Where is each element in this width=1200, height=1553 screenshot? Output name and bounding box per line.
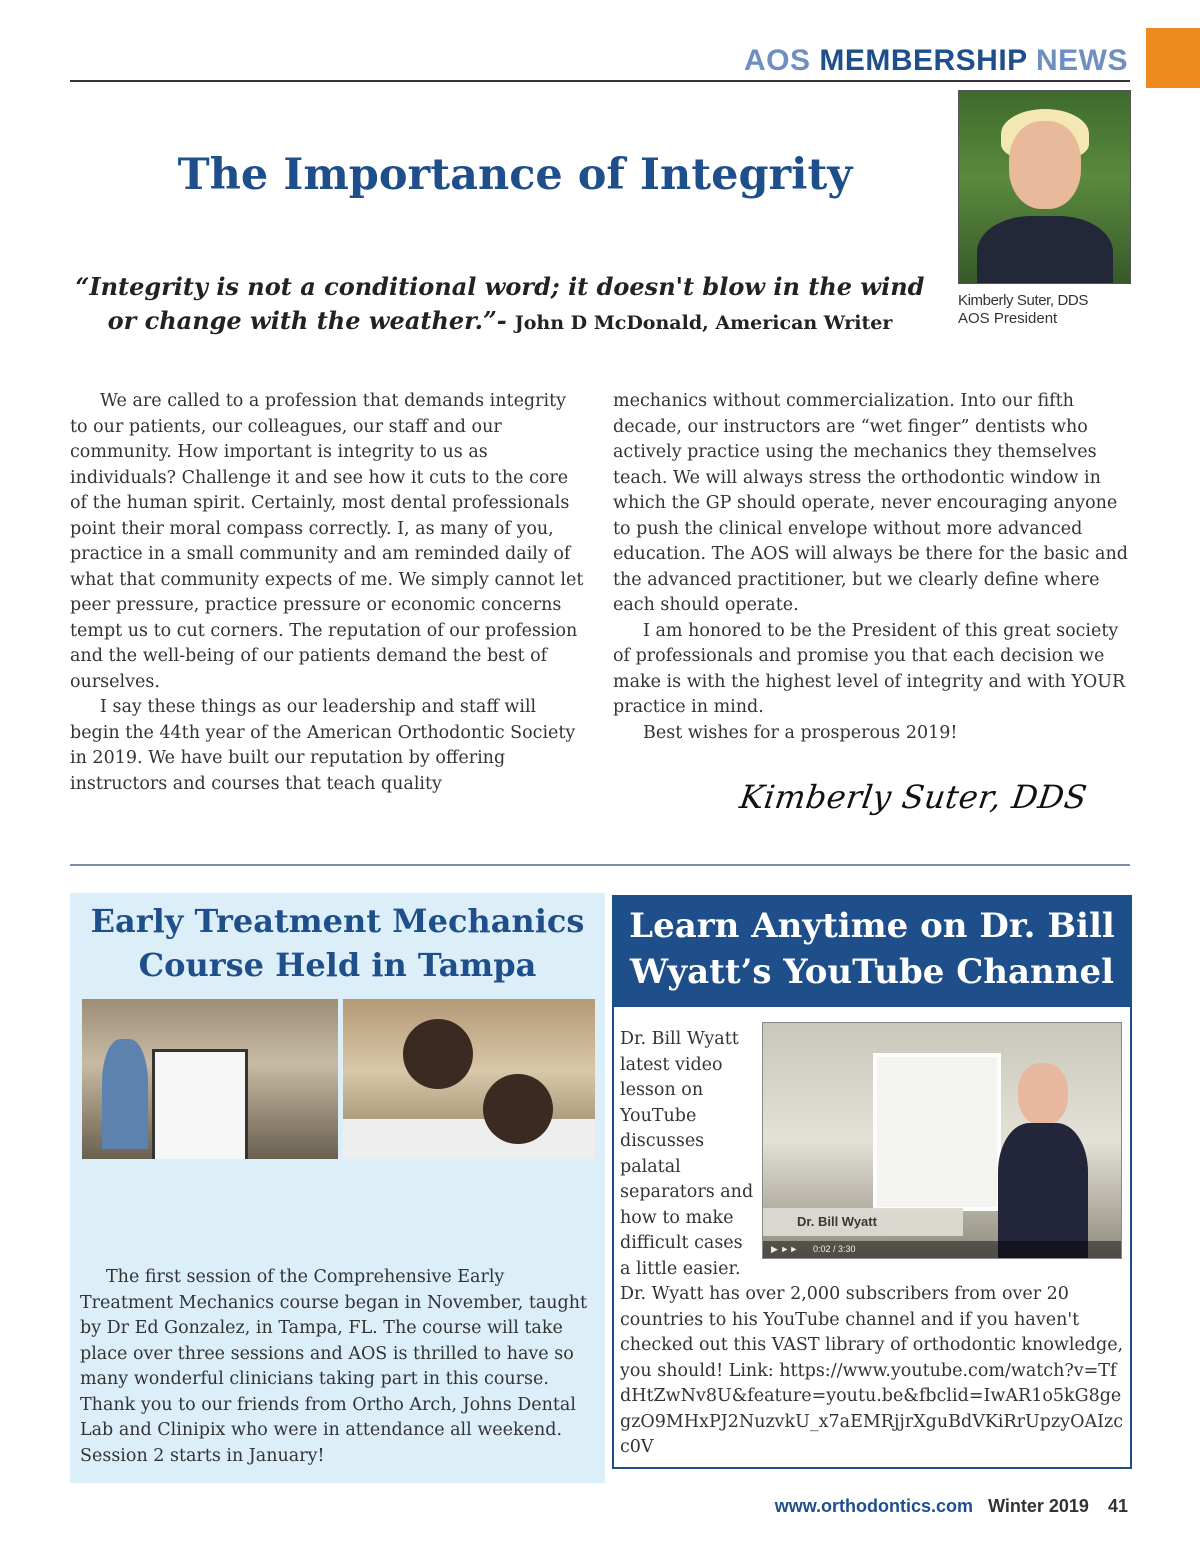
page-footer (775, 1496, 1128, 1517)
instructor-figure (102, 1039, 148, 1149)
article-paragraph: mechanics without commercialization. Into our fifth decade, our instructors are “wet finger” dentists who actively practice using the mechanics they themselves teach. We will always stress the orthodontic window in which the GP should operate, never encouraging anyone to push the clinical envelope without more advanced education. The AOS will always be there for the basic and the advanced practitioner, but we clearly define where each should operate. (613, 391, 1128, 615)
section-title-membership: MEMBERSHIP (819, 44, 1028, 77)
portrait-caption-role: AOS President (958, 310, 1058, 327)
article-column-left (70, 389, 585, 797)
portrait-face (1009, 121, 1081, 209)
course-photo-instructor (82, 999, 338, 1159)
orange-page-tab (1146, 28, 1200, 88)
tampa-course-panel (70, 893, 605, 1483)
tampa-course-title: Early Treatment Mechanics Course Held in Tampa (90, 902, 585, 984)
attendee-figure (403, 1019, 473, 1089)
section-divider (70, 864, 1130, 866)
signature: Kimberly Suter, DDS (737, 778, 1090, 816)
youtube-link[interactable]: https://www.youtube.com/watch?v=TfdHtZwNv8U&feature=youtu.be&fbclid=IwAR1o5kG8gegzO9MHxPJ2NuzvkU_x7aEMRjjrXguBdVKiRrUpzyOAIzcc0V (620, 1360, 1124, 1457)
article-column-right (613, 389, 1133, 746)
article-paragraph: I am honored to be the President of this great society of professionals and promise you that each decision we make is with the highest level of integrity and with YOUR practice in mind. (613, 620, 1126, 717)
quote-text: “Integrity is not a conditional word; it doesn't blow in the wind or change with the weather.”- (75, 272, 925, 335)
portrait-body (977, 216, 1113, 284)
article-title: The Importance of Integrity (177, 150, 853, 200)
president-portrait (958, 90, 1131, 284)
section-title (744, 44, 1128, 78)
whiteboard (152, 1049, 248, 1159)
article-paragraph: I say these things as our leadership and staff will begin the 44th year of the American Orthodontic Society in 2019. We have built our reputation by offering instructors and courses that teach quality (70, 697, 576, 794)
youtube-title: Learn Anytime on Dr. Bill Wyatt’s YouTube Channel (629, 906, 1115, 992)
video-play-icon[interactable]: ▶ ►► (771, 1244, 799, 1254)
course-photo-attendees (343, 999, 595, 1159)
section-title-news: NEWS (1036, 44, 1128, 77)
youtube-paragraph: Dr. Bill Wyatt latest video lesson on YouTube discusses palatal separators and how to make difficult cases a little easier. Dr. Wyatt has over 2,000 subscribers from over 20 countries to his YouTube channel and if you haven't checked out this VAST library of orthodontic knowledge, you should! Link: (620, 1029, 1124, 1381)
classroom-table (343, 1119, 595, 1159)
footer-url[interactable]: www.orthodontics.com (774, 1496, 974, 1516)
portrait-caption-name: Kimberly Suter, DDS (958, 292, 1088, 309)
attendee-figure (483, 1074, 553, 1144)
article-paragraph: Best wishes for a prosperous 2019! (643, 722, 958, 743)
header-rule (70, 80, 1130, 82)
article-paragraph: We are called to a profession that demands integrity to our patients, our colleagues, our staff and our community. How important is integrity to us as individuals? Challenge it and see how it cuts to the core of the human spirit. Certainly, most dental professionals point their moral compass correctly. I, as many of you, practice in a small community and am reminded daily of what that community expects of me. We simply cannot let peer pressure, practice pressure or economic concerns tempt us to cut corners. The reputation of our profession and the well-being of our patients demand the best of ourselves. (70, 391, 584, 692)
text-wrap-spacer (758, 1027, 1126, 1269)
article-quote (70, 270, 930, 340)
tampa-course-paragraph: The first session of the Comprehensive Early Treatment Mechanics course began in November, taught by Dr Ed Gonzalez, in Tampa, FL. The course will take place over three sessions and AOS is thrilled to have so many wonderful clinicians taking part in this course. Thank you to our friends from Ortho Arch, Johns Dental Lab and Clinipix who were in attendance all weekend. Session 2 starts in January! (80, 1267, 588, 1466)
page-number: 41 (1107, 1496, 1128, 1516)
video-lower-third: Dr. Bill Wyatt (763, 1208, 963, 1236)
tampa-course-text (80, 1265, 598, 1469)
quote-attribution: John D McDonald, American Writer (514, 312, 893, 334)
section-title-aos: AOS (743, 44, 811, 77)
video-timestamp: 0:02 / 3:30 (813, 1244, 856, 1254)
youtube-panel (612, 895, 1132, 1469)
footer-issue: Winter 2019 (988, 1496, 1089, 1516)
youtube-text (620, 1027, 1126, 1461)
